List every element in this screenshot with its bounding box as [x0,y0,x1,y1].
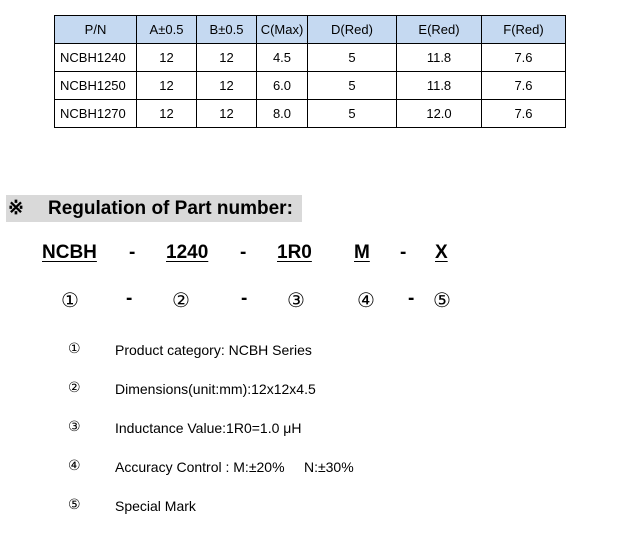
legend-text: Inductance Value:1R0=1.0 μH [115,420,302,436]
table-row [55,44,566,72]
list-item [0,377,633,416]
cell-d: 5 [308,100,397,128]
list-item [0,338,633,377]
table-row [55,72,566,100]
cell-pn: NCBH1270 [55,100,137,128]
dimension-table [54,15,566,128]
segment-number: ② [172,288,190,312]
cell-b: 12 [197,72,257,100]
cell-b: 12 [197,44,257,72]
cell-e: 11.8 [397,72,482,100]
list-item [0,416,633,455]
pn-segment-special: X [435,242,448,263]
segment-number-row [0,288,633,314]
cell-f: 7.6 [482,72,566,100]
cell-f: 7.6 [482,44,566,72]
pn-dash: - [400,242,407,263]
cell-f: 7.6 [482,100,566,128]
cell-c: 6.0 [257,72,308,100]
reference-mark-icon: ※ [8,198,24,219]
pn-dash: - [129,242,136,263]
header-e: E(Red) [397,16,482,44]
list-item [0,494,633,533]
segment-number: ④ [357,288,375,312]
legend-number: ⑤ [68,497,81,513]
segment-dash: - [241,288,248,309]
cell-a: 12 [137,72,197,100]
header-pn: P/N [55,16,137,44]
legend-number: ③ [68,419,81,435]
header-b: B±0.5 [197,16,257,44]
pn-segment-dimension: 1240 [166,242,209,263]
cell-d: 5 [308,44,397,72]
cell-c: 8.0 [257,100,308,128]
table-header-row [55,16,566,44]
cell-e: 11.8 [397,44,482,72]
segment-dash: - [126,288,133,309]
pn-dash: - [240,242,247,263]
legend-text: Accuracy Control : M:±20% N:±30% [115,459,354,475]
segment-number: ⑤ [433,288,451,312]
heading-title: Regulation of Part number: [48,197,293,219]
segment-number: ① [61,288,79,312]
legend-text: Special Mark [115,498,196,514]
cell-d: 5 [308,72,397,100]
header-c: C(Max) [257,16,308,44]
section-heading [6,195,302,222]
legend-text: Dimensions(unit:mm):12x12x4.5 [115,381,316,397]
part-number-legend [0,338,633,533]
legend-number: ② [68,380,81,396]
cell-pn: NCBH1240 [55,44,137,72]
cell-b: 12 [197,100,257,128]
cell-c: 4.5 [257,44,308,72]
cell-a: 12 [137,100,197,128]
cell-pn: NCBH1250 [55,72,137,100]
cell-a: 12 [137,44,197,72]
header-a: A±0.5 [137,16,197,44]
legend-text: Product category: NCBH Series [115,342,312,358]
header-d: D(Red) [308,16,397,44]
segment-dash: - [408,288,415,309]
cell-e: 12.0 [397,100,482,128]
pn-segment-accuracy: M [354,242,370,263]
pn-segment-series: NCBH [42,242,97,263]
pn-segment-inductance: 1R0 [277,242,312,263]
legend-number: ① [68,341,81,357]
list-item [0,455,633,494]
segment-number: ③ [287,288,305,312]
header-f: F(Red) [482,16,566,44]
table-row [55,100,566,128]
legend-number: ④ [68,458,81,474]
part-number-example [0,242,633,268]
